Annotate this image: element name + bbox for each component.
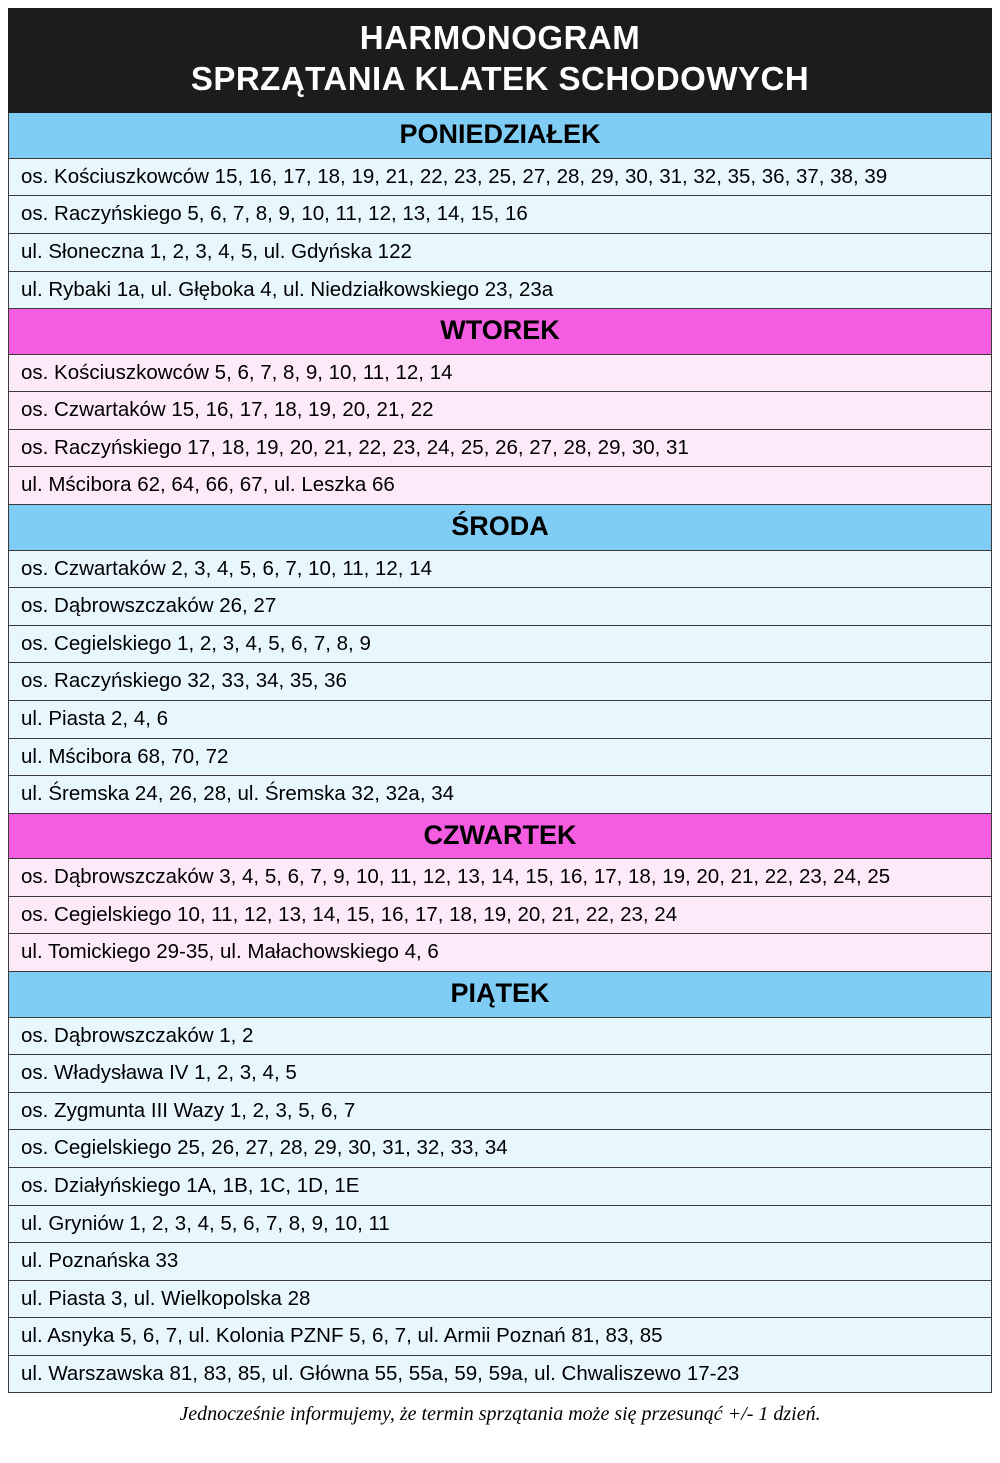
table-row: ul. Poznańska 33 [9, 1243, 991, 1281]
table-row: ul. Piasta 3, ul. Wielkopolska 28 [9, 1281, 991, 1319]
table-row: os. Władysława IV 1, 2, 3, 4, 5 [9, 1055, 991, 1093]
day-header-monday: PONIEDZIAŁEK [9, 113, 991, 159]
table-row: os. Kościuszkowców 15, 16, 17, 18, 19, 21, 22, 23, 25, 27, 28, 29, 30, 31, 32, 35, 36, 37, 38, 39 [9, 159, 991, 197]
table-row: ul. Warszawska 81, 83, 85, ul. Główna 55, 55a, 59, 59a, ul. Chwaliszewo 17-23 [9, 1356, 991, 1393]
page-title-line-2: SPRZĄTANIA KLATEK SCHODOWYCH [190, 59, 810, 97]
schedule-table [8, 113, 992, 1393]
day-header-tuesday: WTOREK [9, 309, 991, 355]
table-row: ul. Asnyka 5, 6, 7, ul. Kolonia PZNF 5, 6, 7, ul. Armii Poznań 81, 83, 85 [9, 1318, 991, 1356]
page-title-line-1: HARMONOGRAM [359, 19, 641, 56]
table-row: os. Dąbrowszczaków 3, 4, 5, 6, 7, 9, 10, 11, 12, 13, 14, 15, 16, 17, 18, 19, 20, 21, 22, 23, 24, 25 [9, 859, 991, 897]
table-row: ul. Mścibora 68, 70, 72 [9, 739, 991, 777]
table-row: ul. Gryniów 1, 2, 3, 4, 5, 6, 7, 8, 9, 10, 11 [9, 1206, 991, 1244]
table-row: os. Czwartaków 15, 16, 17, 18, 19, 20, 21, 22 [9, 392, 991, 430]
table-row: os. Działyńskiego 1A, 1B, 1C, 1D, 1E [9, 1168, 991, 1206]
table-row: os. Raczyńskiego 17, 18, 19, 20, 21, 22, 23, 24, 25, 26, 27, 28, 29, 30, 31 [9, 430, 991, 468]
table-row: ul. Słoneczna 1, 2, 3, 4, 5, ul. Gdyńska 122 [9, 234, 991, 272]
table-row: ul. Rybaki 1a, ul. Głęboka 4, ul. Niedziałkowskiego 23, 23a [9, 272, 991, 310]
table-row: ul. Piasta 2, 4, 6 [9, 701, 991, 739]
day-header-friday: PIĄTEK [9, 972, 991, 1018]
table-row: ul. Tomickiego 29-35, ul. Małachowskiego 4, 6 [9, 934, 991, 972]
table-row: os. Raczyńskiego 32, 33, 34, 35, 36 [9, 663, 991, 701]
table-row: ul. Śremska 24, 26, 28, ul. Śremska 32, 32a, 34 [9, 776, 991, 814]
table-row: os. Raczyńskiego 5, 6, 7, 8, 9, 10, 11, 12, 13, 14, 15, 16 [9, 196, 991, 234]
poster-title-bar [8, 8, 992, 113]
table-row: os. Kościuszkowców 5, 6, 7, 8, 9, 10, 11, 12, 14 [9, 355, 991, 393]
table-row: os. Cegielskiego 25, 26, 27, 28, 29, 30, 31, 32, 33, 34 [9, 1130, 991, 1168]
footnote-text: Jednocześnie informujemy, że termin sprzątania może się przesunąć +/- 1 dzień. [179, 1403, 821, 1426]
table-row: os. Dąbrowszczaków 1, 2 [9, 1018, 991, 1056]
table-row: os. Cegielskiego 10, 11, 12, 13, 14, 15, 16, 17, 18, 19, 20, 21, 22, 23, 24 [9, 897, 991, 935]
table-row: os. Czwartaków 2, 3, 4, 5, 6, 7, 10, 11, 12, 14 [9, 551, 991, 589]
day-header-thursday: CZWARTEK [9, 814, 991, 860]
table-row: ul. Mścibora 62, 64, 66, 67, ul. Leszka 66 [9, 467, 991, 505]
day-header-wednesday: ŚRODA [9, 505, 991, 551]
table-row: os. Zygmunta III Wazy 1, 2, 3, 5, 6, 7 [9, 1093, 991, 1131]
table-row: os. Dąbrowszczaków 26, 27 [9, 588, 991, 626]
table-row: os. Cegielskiego 1, 2, 3, 4, 5, 6, 7, 8, 9 [9, 626, 991, 664]
